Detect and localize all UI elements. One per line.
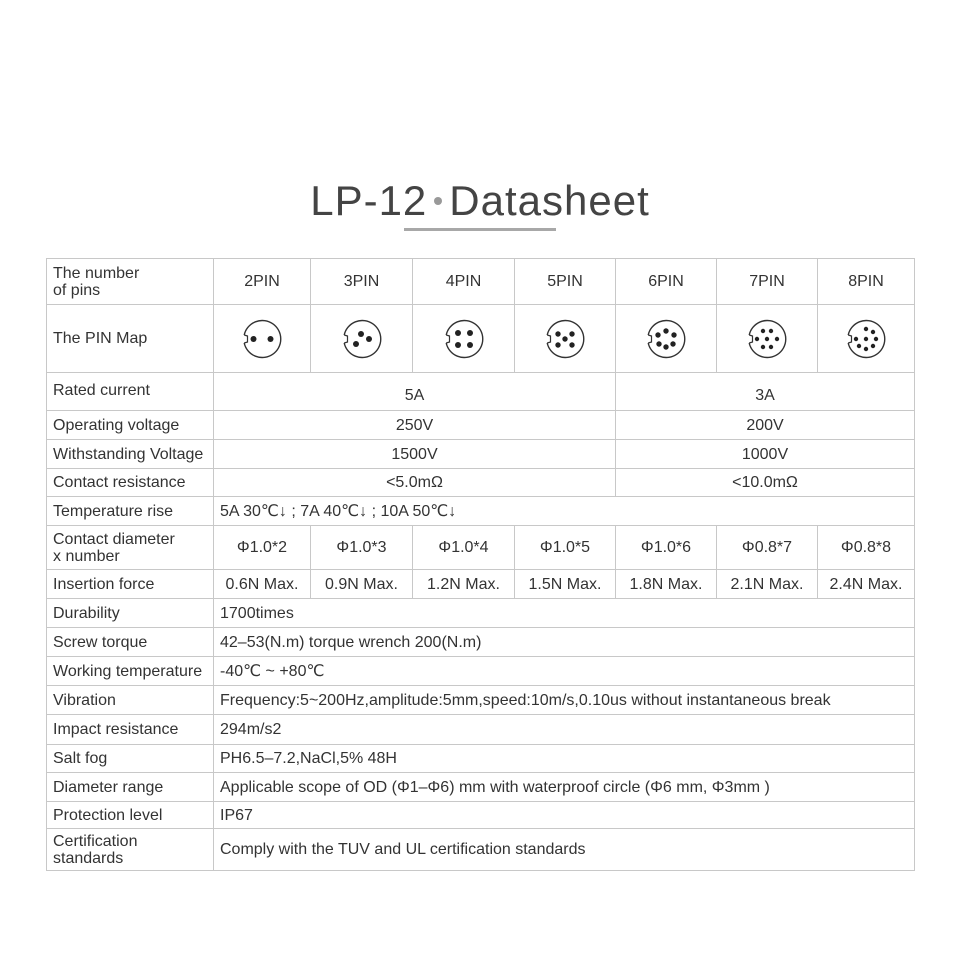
contact-diameter-4pin: Φ1.0*4: [413, 526, 515, 570]
label-contact-diameter-line2: x number: [53, 547, 120, 565]
operating-voltage-group-a: 250V: [214, 411, 616, 440]
label-diameter-range: Diameter range: [47, 773, 214, 802]
page-title: [0, 176, 960, 226]
connector-key-notch: [446, 335, 449, 343]
insertion-force-3pin: 0.9N Max.: [311, 570, 413, 599]
row-contact-resistance: [47, 469, 915, 497]
row-screw-torque: [47, 628, 915, 657]
pin-dot: [874, 336, 878, 340]
contact-diameter-2pin: Φ1.0*2: [214, 526, 311, 570]
pin-dot: [775, 336, 779, 340]
pin-count-7: 7PIN: [717, 259, 818, 305]
pin-dot: [871, 343, 875, 347]
vibration-value: Frequency:5~200Hz,amplitude:5mm,speed:10m/s,0.10us without instantaneous break: [214, 686, 915, 715]
connector-key-notch: [547, 335, 550, 343]
pin-dot: [467, 330, 473, 336]
contact-diameter-8pin: Φ0.8*8: [818, 526, 915, 570]
label-insertion-force: Insertion force: [47, 570, 214, 599]
pin-map-6pin-icon: [642, 315, 690, 363]
contact-resistance-group-a: <5.0mΩ: [214, 469, 616, 497]
row-protection-level: [47, 802, 915, 829]
temperature-rise-value: 5A 30℃↓ ; 7A 40℃↓ ; 10A 50℃↓: [214, 497, 915, 526]
label-impact-resistance: Impact resistance: [47, 715, 214, 745]
withstanding-voltage-group-a: 1500V: [214, 440, 616, 469]
working-temperature-value: -40℃ ~ +80℃: [214, 657, 915, 686]
connector-ring: [244, 320, 281, 357]
row-vibration: [47, 686, 915, 715]
insertion-force-4pin: 1.2N Max.: [413, 570, 515, 599]
impact-resistance-value: 294m/s2: [214, 715, 915, 745]
label-certification-line1: Certification: [53, 832, 138, 850]
pin-map-8pin-icon: [842, 315, 890, 363]
pin-dot: [366, 336, 372, 342]
pin-dot: [655, 332, 660, 337]
operating-voltage-group-b: 200V: [616, 411, 915, 440]
pin-map-8pin: [818, 305, 915, 373]
pin-dot: [663, 328, 668, 333]
pin-dot: [769, 328, 773, 332]
salt-fog-value: PH6.5–7.2,NaCl,5% 48H: [214, 745, 915, 773]
pin-dot: [755, 336, 759, 340]
label-durability: Durability: [47, 599, 214, 628]
row-durability: [47, 599, 915, 628]
connector-key-notch: [344, 335, 347, 343]
pin-map-5pin-icon: [541, 315, 589, 363]
label-certification-line2: standards: [53, 849, 124, 867]
pin-map-4pin-icon: [440, 315, 488, 363]
pin-dot: [569, 331, 574, 336]
label-contact-resistance: Contact resistance: [47, 469, 214, 497]
label-withstanding-voltage: Withstanding Voltage: [47, 440, 214, 469]
insertion-force-2pin: 0.6N Max.: [214, 570, 311, 599]
pin-dot: [765, 336, 769, 340]
row-rated-current: [47, 373, 915, 411]
pin-dot: [871, 329, 875, 333]
pin-count-8: 8PIN: [818, 259, 915, 305]
connector-ring: [648, 320, 685, 357]
pin-map-4pin: [413, 305, 515, 373]
row-working-temperature: [47, 657, 915, 686]
title-underline: [404, 228, 556, 231]
connector-key-notch: [848, 335, 851, 343]
pin-count-6: 6PIN: [616, 259, 717, 305]
pin-map-2pin: [214, 305, 311, 373]
title-word: Datasheet: [449, 177, 650, 224]
pin-map-3pin-icon: [338, 315, 386, 363]
pin-map-7pin-icon: [743, 315, 791, 363]
insertion-force-8pin: 2.4N Max.: [818, 570, 915, 599]
pin-dot: [555, 331, 560, 336]
connector-ring: [344, 320, 381, 357]
pin-dot: [251, 336, 257, 342]
pin-dot: [769, 344, 773, 348]
label-certification: [47, 829, 214, 871]
pin-map-3pin: [311, 305, 413, 373]
pin-dot: [761, 328, 765, 332]
connector-ring: [446, 320, 483, 357]
label-rated-current: Rated current: [47, 373, 214, 411]
contact-diameter-7pin: Φ0.8*7: [717, 526, 818, 570]
pin-map-6pin: [616, 305, 717, 373]
insertion-force-6pin: 1.8N Max.: [616, 570, 717, 599]
connector-key-notch: [648, 335, 651, 343]
label-operating-voltage: Operating voltage: [47, 411, 214, 440]
row-salt-fog: [47, 745, 915, 773]
row-insertion-force: [47, 570, 915, 599]
pin-dot: [854, 336, 858, 340]
row-impact-resistance: [47, 715, 915, 745]
label-protection-level: Protection level: [47, 802, 214, 829]
pin-map-7pin: [717, 305, 818, 373]
diameter-range-value: Applicable scope of OD (Φ1–Φ6) mm with waterproof circle (Φ6 mm, Φ3mm ): [214, 773, 915, 802]
pin-dot: [761, 344, 765, 348]
pin-dot: [455, 342, 461, 348]
pin-dot: [358, 331, 364, 337]
row-temperature-rise: [47, 497, 915, 526]
insertion-force-5pin: 1.5N Max.: [515, 570, 616, 599]
row-pin-map: [47, 305, 915, 373]
label-contact-diameter: [47, 526, 214, 570]
row-operating-voltage: [47, 411, 915, 440]
contact-diameter-3pin: Φ1.0*3: [311, 526, 413, 570]
pin-dot: [864, 326, 868, 330]
row-certification: [47, 829, 915, 871]
pin-dot: [353, 341, 359, 347]
pin-dot: [455, 330, 461, 336]
pin-count-3: 3PIN: [311, 259, 413, 305]
pin-dot: [864, 336, 868, 340]
datasheet-table: [46, 258, 915, 871]
label-working-temperature: Working temperature: [47, 657, 214, 686]
insertion-force-7pin: 2.1N Max.: [717, 570, 818, 599]
label-pin-count-line2: of pins: [53, 281, 101, 299]
label-temperature-rise: Temperature rise: [47, 497, 214, 526]
row-pin-count: [47, 259, 915, 305]
row-diameter-range: [47, 773, 915, 802]
protection-level-value: IP67: [214, 802, 915, 829]
pin-count-2: 2PIN: [214, 259, 311, 305]
contact-resistance-group-b: <10.0mΩ: [616, 469, 915, 497]
pin-dot: [656, 341, 661, 346]
pin-count-4: 4PIN: [413, 259, 515, 305]
contact-diameter-6pin: Φ1.0*6: [616, 526, 717, 570]
contact-diameter-5pin: Φ1.0*5: [515, 526, 616, 570]
row-contact-diameter: [47, 526, 915, 570]
pin-dot: [569, 342, 574, 347]
pin-dot: [268, 336, 274, 342]
connector-key-notch: [749, 335, 752, 343]
label-contact-diameter-line1: Contact diameter: [53, 530, 175, 548]
row-withstanding-voltage: [47, 440, 915, 469]
pin-dot: [562, 336, 567, 341]
label-vibration: Vibration: [47, 686, 214, 715]
label-pin-count-line1: The number: [53, 264, 140, 282]
title-separator-dot: [434, 197, 442, 205]
label-screw-torque: Screw torque: [47, 628, 214, 657]
label-pin-map: The PIN Map: [47, 305, 214, 373]
pin-dot: [663, 344, 668, 349]
label-salt-fog: Salt fog: [47, 745, 214, 773]
pin-map-5pin: [515, 305, 616, 373]
pin-dot: [555, 342, 560, 347]
pin-dot: [671, 332, 676, 337]
certification-value: Comply with the TUV and UL certification standards: [214, 829, 915, 871]
pin-dot: [670, 341, 675, 346]
rated-current-group-b: 3A: [616, 373, 915, 411]
pin-map-2pin-icon: [238, 315, 286, 363]
connector-key-notch: [244, 335, 247, 343]
pin-dot: [864, 346, 868, 350]
screw-torque-value: 42–53(N.m) torque wrench 200(N.m): [214, 628, 915, 657]
rated-current-group-a: 5A: [214, 373, 616, 411]
pin-count-5: 5PIN: [515, 259, 616, 305]
title-model: LP-12: [310, 177, 428, 224]
pin-dot: [467, 342, 473, 348]
pin-dot: [857, 343, 861, 347]
label-pin-count: [47, 259, 214, 305]
durability-value: 1700times: [214, 599, 915, 628]
withstanding-voltage-group-b: 1000V: [616, 440, 915, 469]
